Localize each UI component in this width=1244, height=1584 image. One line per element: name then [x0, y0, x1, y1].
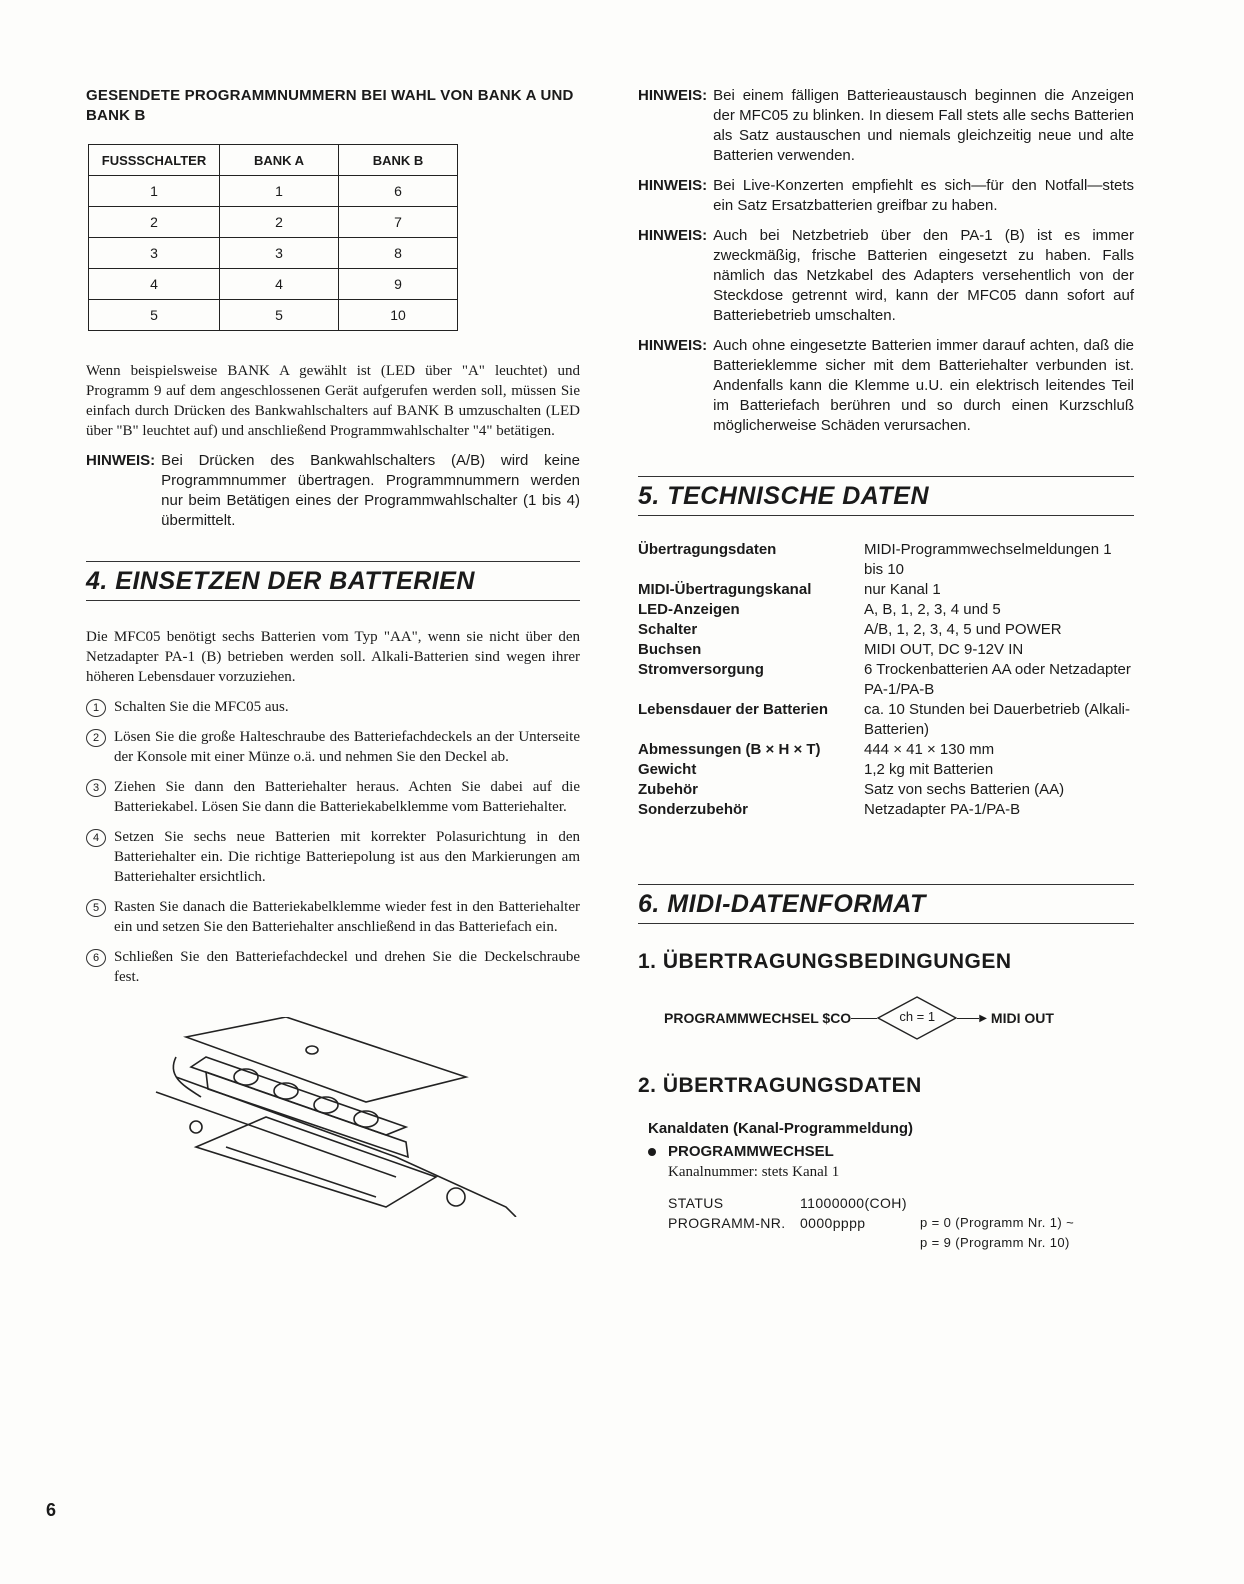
note-battery-replace [638, 86, 1134, 166]
spec-value: Netzadapter PA-1/PA-B [864, 801, 1021, 818]
note-label: HINWEIS: [638, 87, 708, 104]
note-text: Bei einem fälligen Batterieaustausch beginnen die Anzeigen der MFC05 zu blinken. In diesem Fall stets alle sechs Batterien als Satz austauschen und niemals gleichzeitig neue und alte Batterien verwenden. [713, 87, 1134, 164]
section-5-heading: 5. TECHNISCHE DATEN [638, 476, 1134, 516]
section-4-intro: Die MFC05 benötigt sechs Batterien vom Typ "AA", wenn sie nicht über den Netzadapter PA-1 (B) betrieben werden soll. Alkali-Batterien sind wegen ihrer höheren Lebensdauer vorzuziehen. [86, 629, 580, 685]
status-value: 11000000(COH) [800, 1195, 907, 1211]
spec-key: Lebensdauer der Batterien [638, 701, 829, 718]
table-cell: 8 [339, 238, 458, 269]
spec-key: LED-Anzeigen [638, 601, 740, 618]
channel-number: Kanalnummer: stets Kanal 1 [668, 1164, 840, 1180]
diagram-line [851, 1018, 877, 1019]
note-mains-operation [638, 226, 1134, 326]
transmission-diagram [664, 996, 1134, 1040]
program-value: 0000pppp [800, 1215, 866, 1231]
section-6-heading: 6. MIDI-DATENFORMAT [638, 884, 1134, 924]
spec-list [638, 540, 1134, 820]
spec-value: A, B, 1, 2, 3, 4 und 5 [864, 601, 1001, 618]
table-cell: 6 [339, 176, 458, 207]
note-text: Bei Drücken des Bankwahlschalters (A/B) wird keine Programmnummer übertragen. Programmnummern werden nur beim Betätigen eines der Programmwahlschalter (1 bis 4) übermittelt. [161, 452, 580, 529]
step-text: Schließen Sie den Batteriefachdeckel und drehen Sie die Deckelschraube fest. [114, 949, 580, 985]
status-row [668, 1193, 1134, 1213]
step-number: 3 [86, 779, 106, 797]
spec-row [638, 800, 1134, 820]
step-item [86, 947, 580, 987]
step-item [86, 697, 580, 717]
note-label: HINWEIS: [638, 337, 708, 354]
table-cell: 3 [89, 238, 220, 269]
table-cell: 2 [220, 207, 339, 238]
note-text: Auch ohne eingesetzte Batterien immer darauf achten, daß die Batterieklemme sicher mit dem Batteriehalter verbunden ist. Andenfalls kann die Klemme u.U. ein elektrisch leitendes Teil im Batteriefach berühren und so durch einen Kurzschluß möglicherweise Schäden verursachen. [713, 337, 1134, 434]
spec-row [638, 620, 1134, 640]
spec-key: Abmessungen (B × H × T) [638, 741, 821, 758]
step-number: 2 [86, 729, 106, 747]
spec-key: Gewicht [638, 761, 697, 778]
spec-row [638, 580, 1134, 600]
spec-value: A/B, 1, 2, 3, 4, 5 und POWER [864, 621, 1062, 638]
spec-value: ca. 10 Stunden bei Dauerbetrieb (Alkali-Batterien) [864, 701, 1130, 738]
note-label: HINWEIS: [86, 452, 156, 469]
table-cell: 4 [89, 269, 220, 300]
diagram-source: PROGRAMMWECHSEL $CO [664, 1010, 852, 1026]
battery-holder-illustration [146, 1017, 586, 1217]
note-label: HINWEIS: [638, 227, 708, 244]
spec-value: 444 × 41 × 130 mm [864, 741, 995, 758]
table-cell: 1 [220, 176, 339, 207]
table-cell: 5 [89, 300, 220, 331]
spec-row [638, 600, 1134, 620]
step-text: Setzen Sie sechs neue Batterien mit korrekter Polasurichtung in den Batteriehalter ein. Die richtige Batteriepolung ist aus den Markierungen am Batteriehalter ersichtlich. [114, 829, 580, 885]
step-number: 6 [86, 949, 106, 967]
spec-value: MIDI OUT, DC 9-12V IN [864, 641, 1024, 658]
spec-row [638, 760, 1134, 780]
diagram-arrow [957, 1018, 979, 1019]
spec-row [638, 660, 1134, 700]
spacer [668, 1233, 920, 1253]
spec-key: Buchsen [638, 641, 702, 658]
table-row [89, 176, 458, 207]
table-header: BANK B [339, 145, 458, 176]
program-number-table [88, 144, 458, 331]
note-battery-clip [638, 336, 1134, 436]
section-4-heading: 4. EINSETZEN DER BATTERIEN [86, 561, 580, 601]
table-row [89, 207, 458, 238]
spec-row [638, 640, 1134, 660]
step-number: 4 [86, 829, 106, 847]
spec-key: Zubehör [638, 781, 698, 798]
example-paragraph: Wenn beispielsweise BANK A gewählt ist (LED über "A" leuchtet) und Programm 9 auf dem angeschlossenen Gerät aufgerufen werden soll, müssen Sie einfach durch Drücken des Bankwahlschalters auf BANK B umzuschalten (LED über "B" leuchtet auf) und anschließend Programmwahlschalter "4" betätigen. [86, 363, 580, 439]
program-note-1: p = 0 (Programm Nr. 1) ~ [920, 1215, 1075, 1230]
spec-value: 1,2 kg mit Batterien [864, 761, 994, 778]
table-cell: 9 [339, 269, 458, 300]
page-number: 6 [46, 1500, 57, 1520]
arrow-head-icon: ▶ [979, 1012, 987, 1024]
table-cell: 7 [339, 207, 458, 238]
spec-key: MIDI-Übertragungskanal [638, 581, 812, 598]
step-text: Rasten Sie danach die Batteriekabelklemme wieder fest in den Batteriehalter ein und setzen Sie den Batteriehalter anschließend in das Batteriefach ein. [114, 899, 580, 935]
table-header: BANK A [220, 145, 339, 176]
step-item [86, 827, 580, 887]
table-row [89, 238, 458, 269]
step-number: 5 [86, 899, 106, 917]
step-item [86, 897, 580, 937]
table-cell: 4 [220, 269, 339, 300]
diagram-channel: ch = 1 [899, 1009, 936, 1024]
subsection-1-heading: 1. ÜBERTRAGUNGSBEDINGUNGEN [638, 950, 1012, 973]
diagram-diamond [877, 996, 957, 1040]
bullet-item [648, 1143, 1134, 1160]
program-note-2: p = 9 (Programm Nr. 10) [920, 1235, 1070, 1250]
table-row [89, 269, 458, 300]
step-item [86, 727, 580, 767]
program-label: PROGRAMM-NR. [668, 1215, 786, 1231]
step-text: Lösen Sie die große Halteschraube des Batteriefachdeckels an der Unterseite der Konsole mit einer Münze o.ä. und nehmen Sie den Deckel ab. [114, 729, 580, 765]
table-header-row [89, 145, 458, 176]
note-bank-switch [86, 451, 580, 531]
spec-row [638, 700, 1134, 740]
step-item [86, 777, 580, 817]
step-number: 1 [86, 699, 106, 717]
note-live-concert [638, 176, 1134, 216]
right-column [638, 86, 1134, 1253]
spec-value: nur Kanal 1 [864, 581, 941, 598]
spec-value: MIDI-Programmwechselmeldungen 1 bis 10 [864, 541, 1112, 578]
table-cell: 5 [220, 300, 339, 331]
bullet-icon [648, 1148, 656, 1156]
table-cell: 2 [89, 207, 220, 238]
note-label: HINWEIS: [638, 177, 708, 194]
table-header: FUSSSCHALTER [89, 145, 220, 176]
table-cell: 3 [220, 238, 339, 269]
spec-value: Satz von sechs Batterien (AA) [864, 781, 1065, 798]
status-label: STATUS [668, 1195, 724, 1211]
spec-key: Stromversorgung [638, 661, 764, 678]
table-title: GESENDETE PROGRAMMNUMMERN BEI WAHL VON BANK A UND BANK B [86, 87, 574, 124]
left-column [86, 86, 580, 1217]
program-row-2 [668, 1233, 1134, 1253]
channel-data-title: Kanaldaten (Kanal-Programmeldung) [648, 1120, 914, 1137]
table-cell: 1 [89, 176, 220, 207]
spec-value: 6 Trockenbatterien AA oder Netzadapter PA-1/PA-B [864, 661, 1131, 698]
program-row [668, 1213, 1134, 1233]
step-text: Ziehen Sie dann den Batteriehalter heraus. Achten Sie dabei auf die Batteriekabel. Lösen Sie dann die Batteriekabelklemme vom Batteriehalter. [114, 779, 580, 815]
spec-key: Sonderzubehör [638, 801, 749, 818]
spec-key: Schalter [638, 621, 698, 638]
table-row [89, 300, 458, 331]
table-cell: 10 [339, 300, 458, 331]
step-text: Schalten Sie die MFC05 aus. [114, 699, 289, 715]
bullet-title: PROGRAMMWECHSEL [668, 1143, 834, 1160]
spec-row [638, 740, 1134, 760]
spec-row [638, 540, 1134, 580]
spec-row [638, 780, 1134, 800]
status-block [668, 1193, 1134, 1253]
note-text: Auch bei Netzbetrieb über den PA-1 (B) ist es immer zweckmäßig, frische Batterien eingesetzt zu haben. Falls nämlich das Netzkabel des Adapters versehentlich von der Steckdose getrennt wird, kann der MFC05 dann sofort auf Batteriebetrieb umschalten. [713, 227, 1134, 324]
note-text: Bei Live-Konzerten empfiehlt es sich—für den Notfall—stets ein Satz Ersatzbatterien greifbar zu haben. [713, 177, 1134, 214]
spec-key: Übertragungsdaten [638, 541, 777, 558]
diagram-target: MIDI OUT [990, 1010, 1054, 1026]
subsection-2-heading: 2. ÜBERTRAGUNGSDATEN [638, 1074, 922, 1097]
